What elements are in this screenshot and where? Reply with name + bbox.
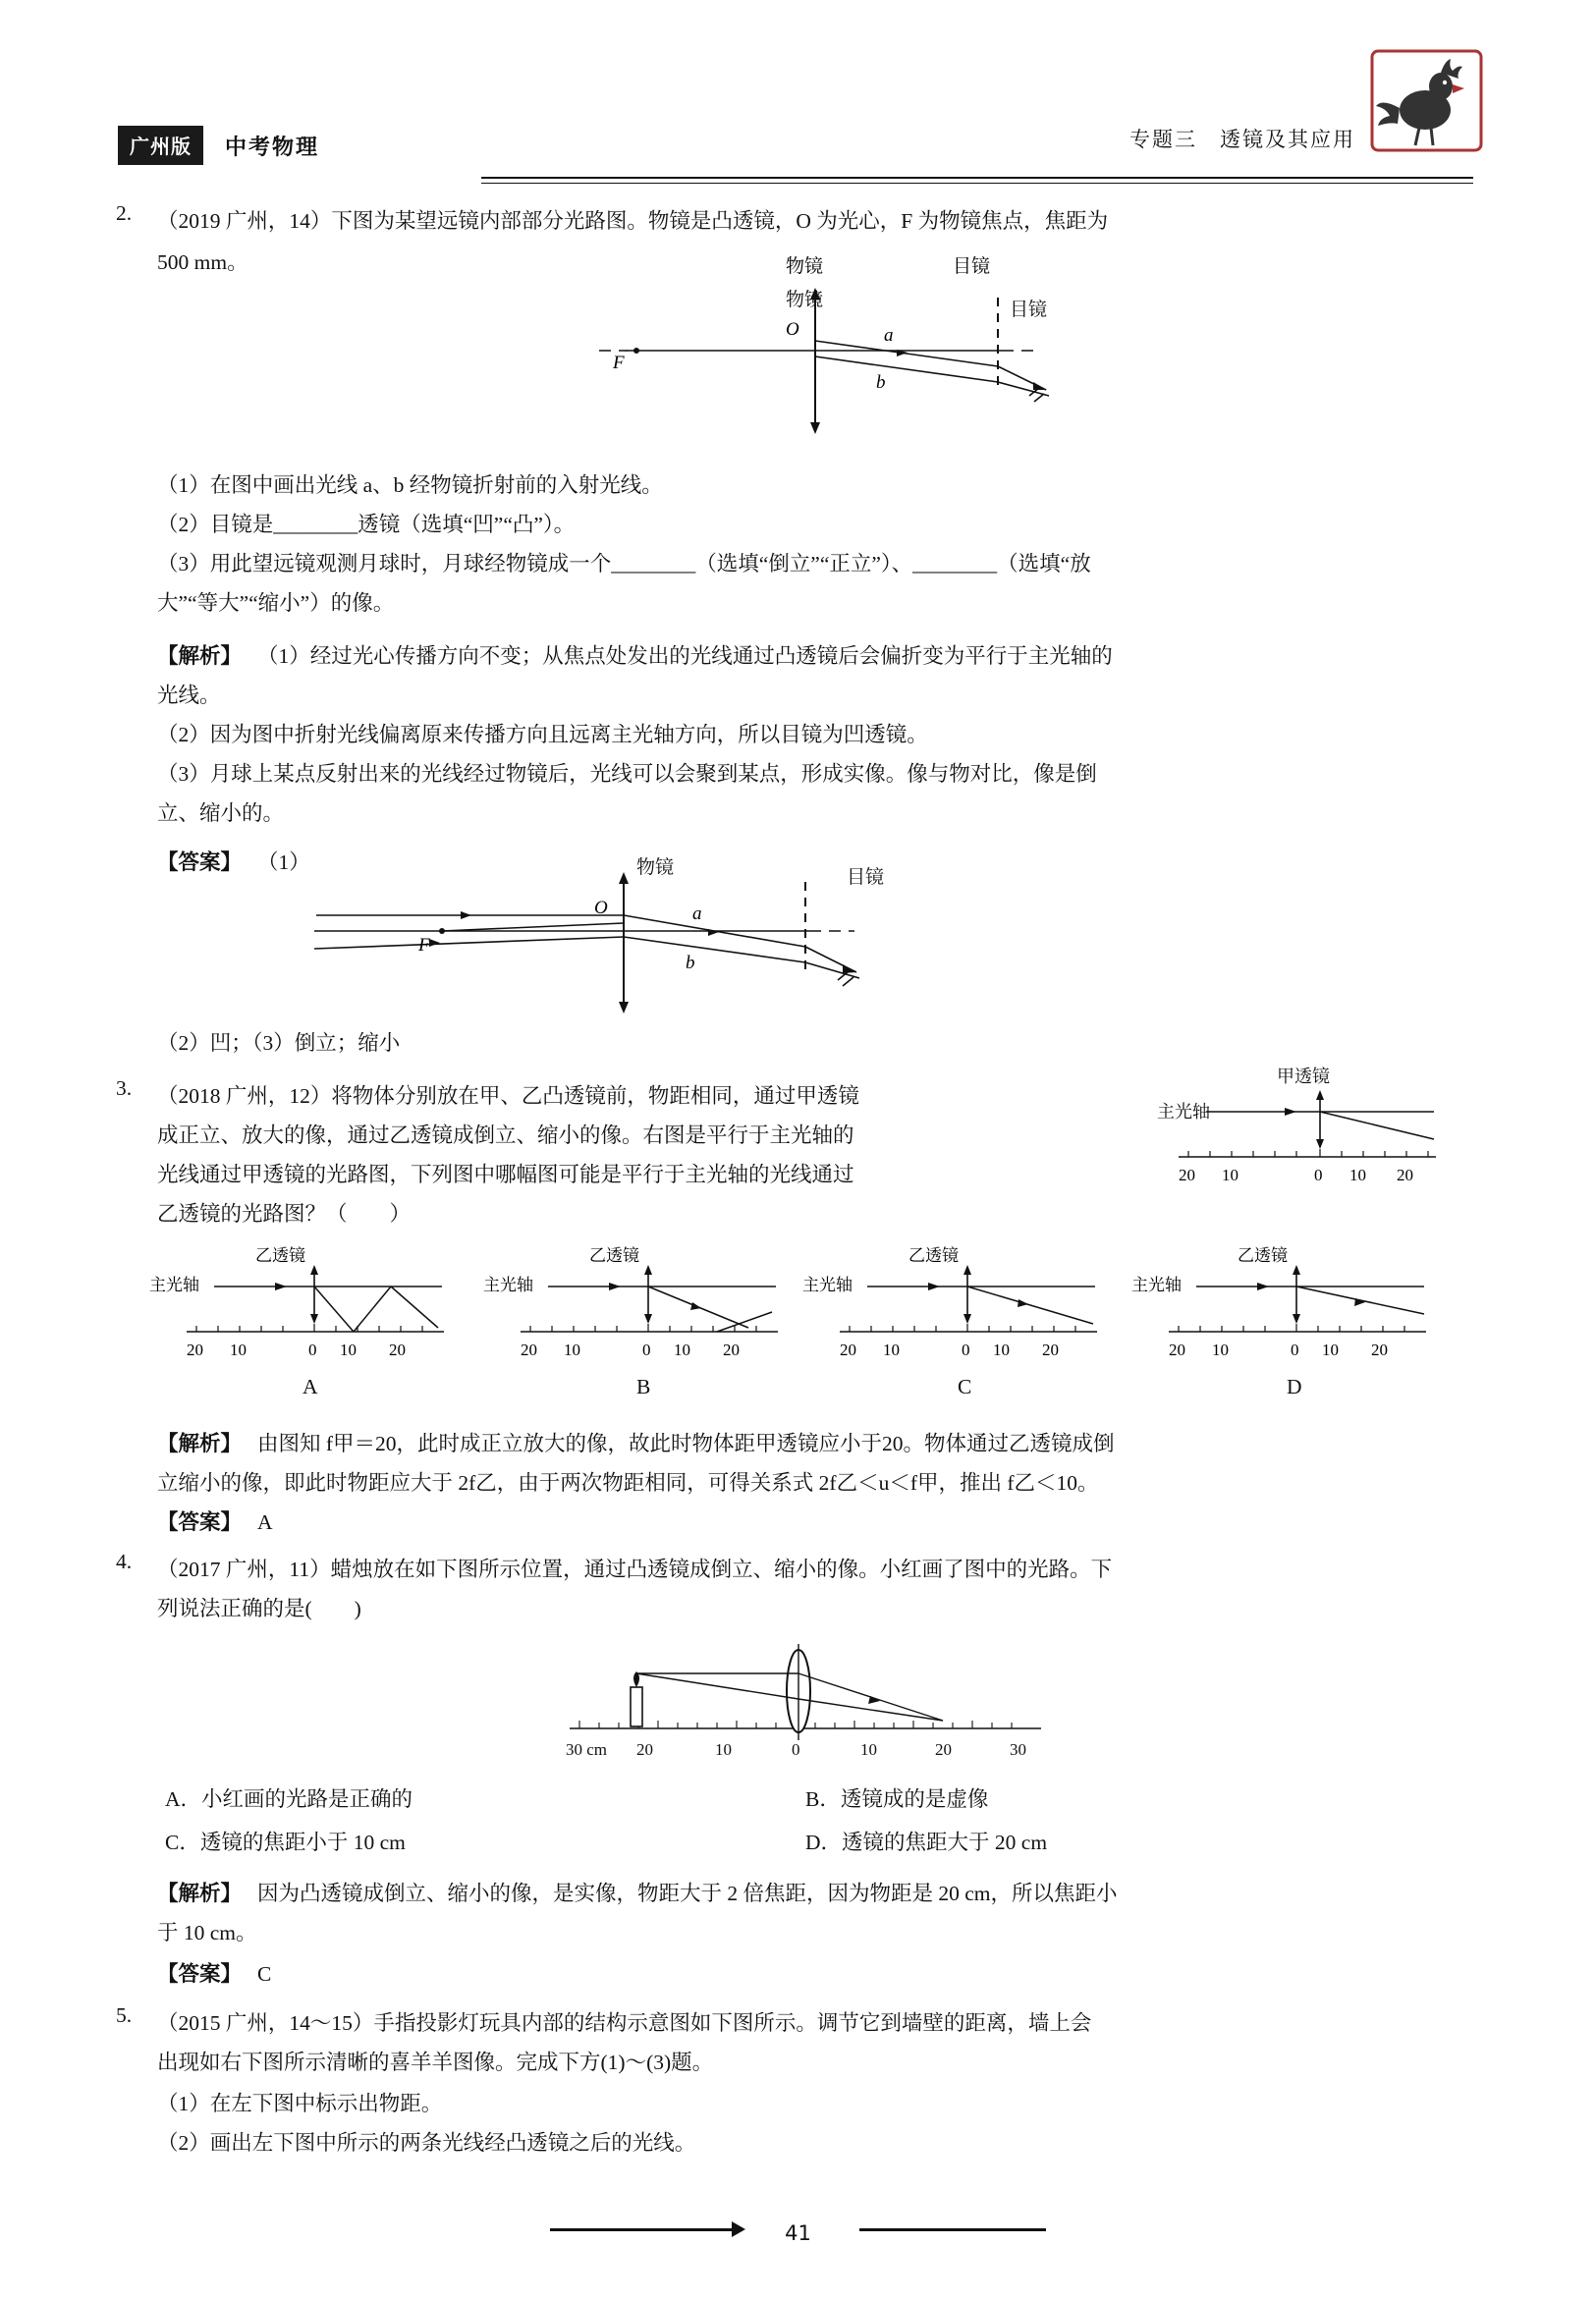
q2-number: 2.: [116, 201, 133, 225]
q4-answer-label: 【答案】: [157, 1962, 243, 1986]
svg-text:10: 10: [1322, 1341, 1339, 1359]
q4-number: 4.: [116, 1550, 133, 1573]
q2-answer-figure: [295, 864, 933, 1031]
svg-text:20: 20: [1042, 1341, 1059, 1359]
q2-analysis-3: （2）因为图中折射光线偏离原来传播方向且远离主光轴方向，所以目镜为凹透镜。: [157, 723, 928, 746]
opt-d-axis-label: 主光轴: [1131, 1276, 1182, 1294]
q5-number: 5.: [116, 2003, 133, 2027]
q5-stem-4: （2）画出左下图中所示的两条光线经凸透镜之后的光线。: [157, 2131, 696, 2155]
header-rule: [481, 177, 1473, 184]
q3-top-lens-label: 甲透镜: [1277, 1067, 1330, 1086]
svg-text:0: 0: [642, 1341, 651, 1359]
opt-a-axis-label: 主光轴: [149, 1276, 199, 1294]
q4-ruler-tick-3: 0: [792, 1740, 800, 1759]
q3-option-A-figure[interactable]: [149, 1246, 452, 1372]
svg-text:0: 0: [1291, 1341, 1299, 1359]
q2-analysis-5: 立、缩小的。: [157, 801, 285, 825]
svg-text:a: a: [692, 904, 702, 924]
svg-text:b: b: [876, 372, 886, 393]
svg-text:20: 20: [723, 1341, 740, 1359]
opt-c-axis-label: 主光轴: [802, 1276, 853, 1294]
svg-text:a: a: [884, 325, 894, 346]
q4-ruler-tick-5: 20: [935, 1740, 952, 1759]
edition-badge: 广州版: [118, 126, 203, 165]
q4-analysis-label: 【解析】: [157, 1882, 243, 1905]
q2-stem-line1: （2019 广州，14）下图为某望远镜内部部分光路图。物镜是凸透镜，O 为光心，F 为物镜焦点，焦距为: [157, 209, 1109, 233]
footer-rule-right: [859, 2228, 1046, 2231]
q4-stem-1: （2017 广州，11）蜡烛放在如下图所示位置，通过凸透镜成倒立、缩小的像。小红画了图中的光路。下: [157, 1558, 1113, 1581]
svg-text:20: 20: [1179, 1166, 1195, 1184]
svg-text:10: 10: [1212, 1341, 1229, 1359]
opt-b-lens-label: 乙透镜: [589, 1246, 639, 1265]
q3-analysis-1: 由图知 f甲＝20，此时成正立放大的像，故此时物体距甲透镜应小于20。物体通过乙透镜成倒: [257, 1432, 1115, 1455]
q2-analysis-2: 光线。: [157, 684, 221, 707]
q4-ruler-tick-4: 10: [860, 1740, 877, 1759]
q2-sub-4: 大”“等大”“缩小”）的像。: [157, 591, 395, 615]
q3-top-figure: [1149, 1090, 1444, 1198]
q4-choice-A[interactable]: A．小红画的光路是正确的: [165, 1787, 413, 1811]
q4-ruler-tick-2: 10: [715, 1740, 732, 1759]
q2-ans-objective-label: 物镜: [636, 857, 675, 878]
opt-d-lens-label: 乙透镜: [1238, 1246, 1288, 1265]
q3-number: 3.: [116, 1076, 133, 1100]
svg-text:b: b: [686, 953, 695, 973]
svg-text:10: 10: [1222, 1166, 1238, 1184]
svg-text:10: 10: [993, 1341, 1010, 1359]
q2-answer-tail: （2）凹；（3）倒立；缩小: [157, 1031, 401, 1055]
q4-stem-2: 列说法正确的是( ): [157, 1597, 361, 1620]
q3-analysis-2: 立缩小的像，即此时物距应大于 2f乙，由于两次物距相同，可得关系式 2f乙＜u＜f甲，推出 f乙＜10。: [157, 1471, 1099, 1495]
svg-text:20: 20: [389, 1341, 406, 1359]
q2-analysis-1: （1）经过光心传播方向不变；从焦点处发出的光线通过凸透镜后会偏折变为平行于主光轴的: [257, 644, 1113, 668]
q4-answer: C: [257, 1962, 272, 1986]
svg-text:F: F: [418, 935, 430, 956]
q4-choice-D[interactable]: D．透镜的焦距大于 20 cm: [805, 1831, 1048, 1854]
svg-text:20: 20: [840, 1341, 856, 1359]
svg-text:10: 10: [674, 1341, 690, 1359]
q3-option-B-figure[interactable]: [483, 1246, 786, 1372]
svg-text:10: 10: [1349, 1166, 1366, 1184]
svg-text:0: 0: [308, 1341, 317, 1359]
q5-stem-1: （2015 广州，14～15）手指投影灯玩具内部的结构示意图如下图所示。调节它到墙壁的距离，墙上会: [157, 2011, 1092, 2035]
q4-ruler-tick-0: 30 cm: [566, 1740, 608, 1759]
svg-text:10: 10: [230, 1341, 247, 1359]
svg-text:0: 0: [962, 1341, 970, 1359]
q3-stem-2: 成正立、放大的像，通过乙透镜成倒立、缩小的像。右图是平行于主光轴的: [157, 1123, 854, 1147]
q3-option-D-figure[interactable]: [1131, 1246, 1434, 1372]
svg-text:20: 20: [521, 1341, 537, 1359]
q3-option-letter-A[interactable]: A: [303, 1375, 318, 1398]
q4-choice-C[interactable]: C．透镜的焦距小于 10 cm: [165, 1831, 406, 1854]
q4-ruler-tick-6: 30: [1010, 1740, 1026, 1759]
svg-text:O: O: [594, 898, 608, 918]
svg-text:0: 0: [1314, 1166, 1323, 1184]
svg-text:O: O: [786, 319, 799, 340]
q4-analysis-1: 因为凸透镜成倒立、缩小的像，是实像，物距大于 2 倍焦距，因为物距是 20 cm，所以焦距小: [257, 1882, 1118, 1905]
q3-stem-4: 乙透镜的光路图？（ ）: [157, 1202, 412, 1226]
page-header: [118, 116, 1483, 185]
chapter-title: 专题三 透镜及其应用: [1129, 128, 1355, 151]
svg-text:10: 10: [340, 1341, 357, 1359]
q4-choice-B[interactable]: B．透镜成的是虚像: [805, 1787, 989, 1811]
q3-answer: A: [257, 1510, 273, 1534]
rooster-seal-icon: [1370, 49, 1483, 152]
page-number: 41: [785, 2221, 811, 2245]
q2-sub-3: （3）用此望远镜观测月球时，月球经物镜成一个________（选填“倒立”“正立”）、________（选填“放: [157, 552, 1091, 575]
q2-stem-line2: 500 mm。: [157, 250, 248, 274]
q5-stem-2: 出现如右下图所示清晰的喜羊羊图像。完成下方(1)～(3)题。: [157, 2051, 714, 2074]
q3-answer-label: 【答案】: [157, 1510, 243, 1534]
svg-text:20: 20: [187, 1341, 203, 1359]
q2-sub-2: （2）目镜是________透镜（选填“凹”“凸”）。: [157, 513, 576, 536]
q4-ruler-tick-1: 20: [636, 1740, 653, 1759]
q2-objective-label: 物镜: [786, 256, 824, 277]
q2-analysis-4: （3）月球上某点反射出来的光线经过物镜后，光线可以会聚到某点，形成实像。像与物对比，像是倒: [157, 762, 1097, 786]
q2-eyepiece-label: 目镜: [953, 256, 991, 277]
opt-c-lens-label: 乙透镜: [908, 1246, 959, 1265]
q2-fig-objective-label: 物镜: [786, 290, 824, 310]
svg-text:20: 20: [1169, 1341, 1185, 1359]
q3-option-C-figure[interactable]: [802, 1246, 1105, 1372]
svg-text:10: 10: [883, 1341, 900, 1359]
svg-text:F: F: [613, 353, 625, 373]
q2-sub-1: （1）在图中画出光线 a、b 经物镜折射前的入射光线。: [157, 473, 663, 497]
opt-a-lens-label: 乙透镜: [255, 1246, 305, 1265]
header-left: [118, 126, 319, 165]
q3-top-axis-label: 主光轴: [1157, 1102, 1210, 1122]
q4-candle-lens-figure: [550, 1630, 1061, 1763]
subject-title: 中考物理: [225, 135, 320, 160]
q3-stem-1: （2018 广州，12）将物体分别放在甲、乙凸透镜前，物距相同，通过甲透镜: [157, 1084, 859, 1108]
q2-analysis-label: 【解析】: [157, 644, 243, 668]
q3-option-letter-D[interactable]: D: [1287, 1375, 1302, 1398]
svg-text:10: 10: [564, 1341, 580, 1359]
q5-stem-3: （1）在左下图中标示出物距。: [157, 2092, 443, 2115]
svg-text:20: 20: [1371, 1341, 1388, 1359]
q2-fig-eyepiece-label: 目镜: [1010, 300, 1048, 320]
q2-answer-label: 【答案】: [157, 850, 243, 874]
q2-ans-eyepiece-label: 目镜: [847, 867, 885, 888]
q2-answer-first: （1）: [257, 850, 310, 874]
q4-analysis-2: 于 10 cm。: [157, 1921, 257, 1944]
q3-analysis-label: 【解析】: [157, 1432, 243, 1455]
q3-option-letter-B[interactable]: B: [636, 1375, 651, 1398]
q3-option-letter-C[interactable]: C: [958, 1375, 972, 1398]
opt-b-axis-label: 主光轴: [483, 1276, 533, 1294]
svg-text:20: 20: [1397, 1166, 1413, 1184]
q3-stem-3: 光线通过甲透镜的光路图，下列图中哪幅图可能是平行于主光轴的光线通过: [157, 1163, 854, 1186]
